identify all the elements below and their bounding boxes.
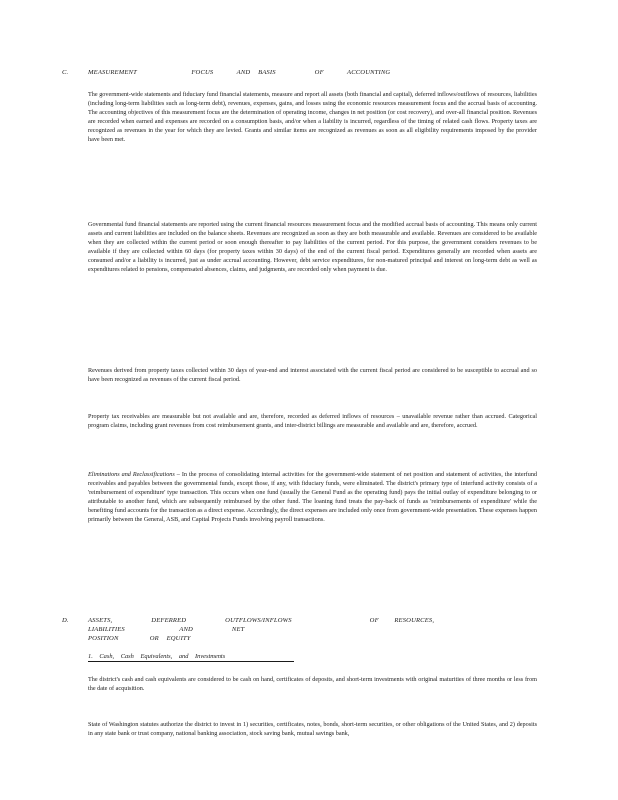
section-d-paragraph-2: State of Washington statutes authorize the district to invest in 1) securities, certificates, notes, bonds, short-term securities, or other obligations of the United States, and 2) deposits in any state bank or trust company, national banking association, stock saving bank, mutual savings bank, <box>88 721 537 738</box>
section-c-paragraph-2: Governmental fund financial statements are reported using the current financial resources measurement focus and the modified accrual basis of accounting. This means only current assets and current liabilities are included on the balance sheets. Revenues are recognized as soon as they are both measurable and available. Revenues are considered to be available when they are collected within the current period or soon enough thereafter to pay liabilities of the current period. For this purpose, the government considers revenues to be available if they are collected within 60 days (for property taxes within 30 days) of the end of the current fiscal period. Expenditures generally are recorded when assets are consumed and/or a liability is incurred, just as under accrual accounting. However, debt service expenditures, for non-matured principal and interest on long-term debt as well as expenditures related to pensions, compensated absences, claims, and judgments, are recorded only when payment is due. <box>88 221 537 274</box>
section-d-title: ASSETS, DEFERRED OUTFLOWS/INFLOWS OF RESOURCES, LIABILITIES AND NET POSITION OR EQUITY <box>88 617 435 642</box>
subsection-1-heading: 1. Cash, Cash Equivalents, and Investments <box>88 652 294 662</box>
section-c-paragraph-1: The government-wide statements and fiduciary fund financial statements, measure and report all assets (both financial and capital), deferred inflows/outflows of resources, liabilities (including long-term liabilities such as long-term debt), revenues, expenses, gains, and losses using the economic resources measurement focus and the accrual basis of accounting. The accounting objectives of this measurement focus are the determination of operating income, changes in net position (or cost recovery), and over-all financial position. Revenues are recorded when earned and expenses are recorded on a consumption basis, and/or when a liability is incurred, regardless of the timing of related cash flows. Property taxes are recognized as revenues in the year for which they are levied. Grants and similar items are recognized as revenues as soon as all eligibility requirements imposed by the provider have been met. <box>88 91 537 144</box>
eliminations-text: – In the process of consolidating internal activities for the government-wide statement of net position and statement of activities, the interfund receivables and payables between the governmental funds, except those, if any, with fiduciary funds, were eliminated. The district's primary type of interfund activity consists of a 'reimbursement of expenditure' type transaction. This occurs when one fund (usually the General Fund as the operating fund) pays the initial outlay of expenditure belonging to or attributable to another fund, which are subsequently reimbursed by the other fund. The loaning fund treats the pay-back of funds as 'reimbursements of expenditure' while the benefiting fund accounts for the transaction as a direct expense. Accordingly, the direct expenses are included only once from government-wide presentation. These expenses happen primarily between the General, ASB, and Capital Projects Funds involving payroll transactions. <box>88 471 538 524</box>
section-c-paragraph-5 <box>88 470 537 525</box>
section-c-title: MEASUREMENT FOCUS AND BASIS OF ACCOUNTING <box>88 69 391 76</box>
eliminations-lead: Eliminations and Reclassifications <box>88 471 175 478</box>
section-d-paragraph-1: The district's cash and cash equivalents are considered to be cash on hand, certificates of deposits, and short-term investments with original maturities of three months or less from the date of acquisition. <box>88 676 537 693</box>
section-c-paragraph-3: Revenues derived from property taxes collected within 30 days of year-end and interest associated with the current fiscal period are considered to be susceptible to accrual and so have been recognized as revenues of the current fiscal period. <box>88 367 537 384</box>
section-d-letter: D. <box>62 617 69 624</box>
section-c-letter: C. <box>62 69 69 76</box>
section-c-paragraph-4: Property tax receivables are measurable but not available and are, therefore, recorded as deferred inflows of resources – unavailable revenue rather than accrued. Categorical program claims, including grant revenues from cost reimbursement grants, and inter-district billings are measurable and available and are, therefore, accrued. <box>88 413 537 430</box>
section-d-heading <box>62 616 562 642</box>
